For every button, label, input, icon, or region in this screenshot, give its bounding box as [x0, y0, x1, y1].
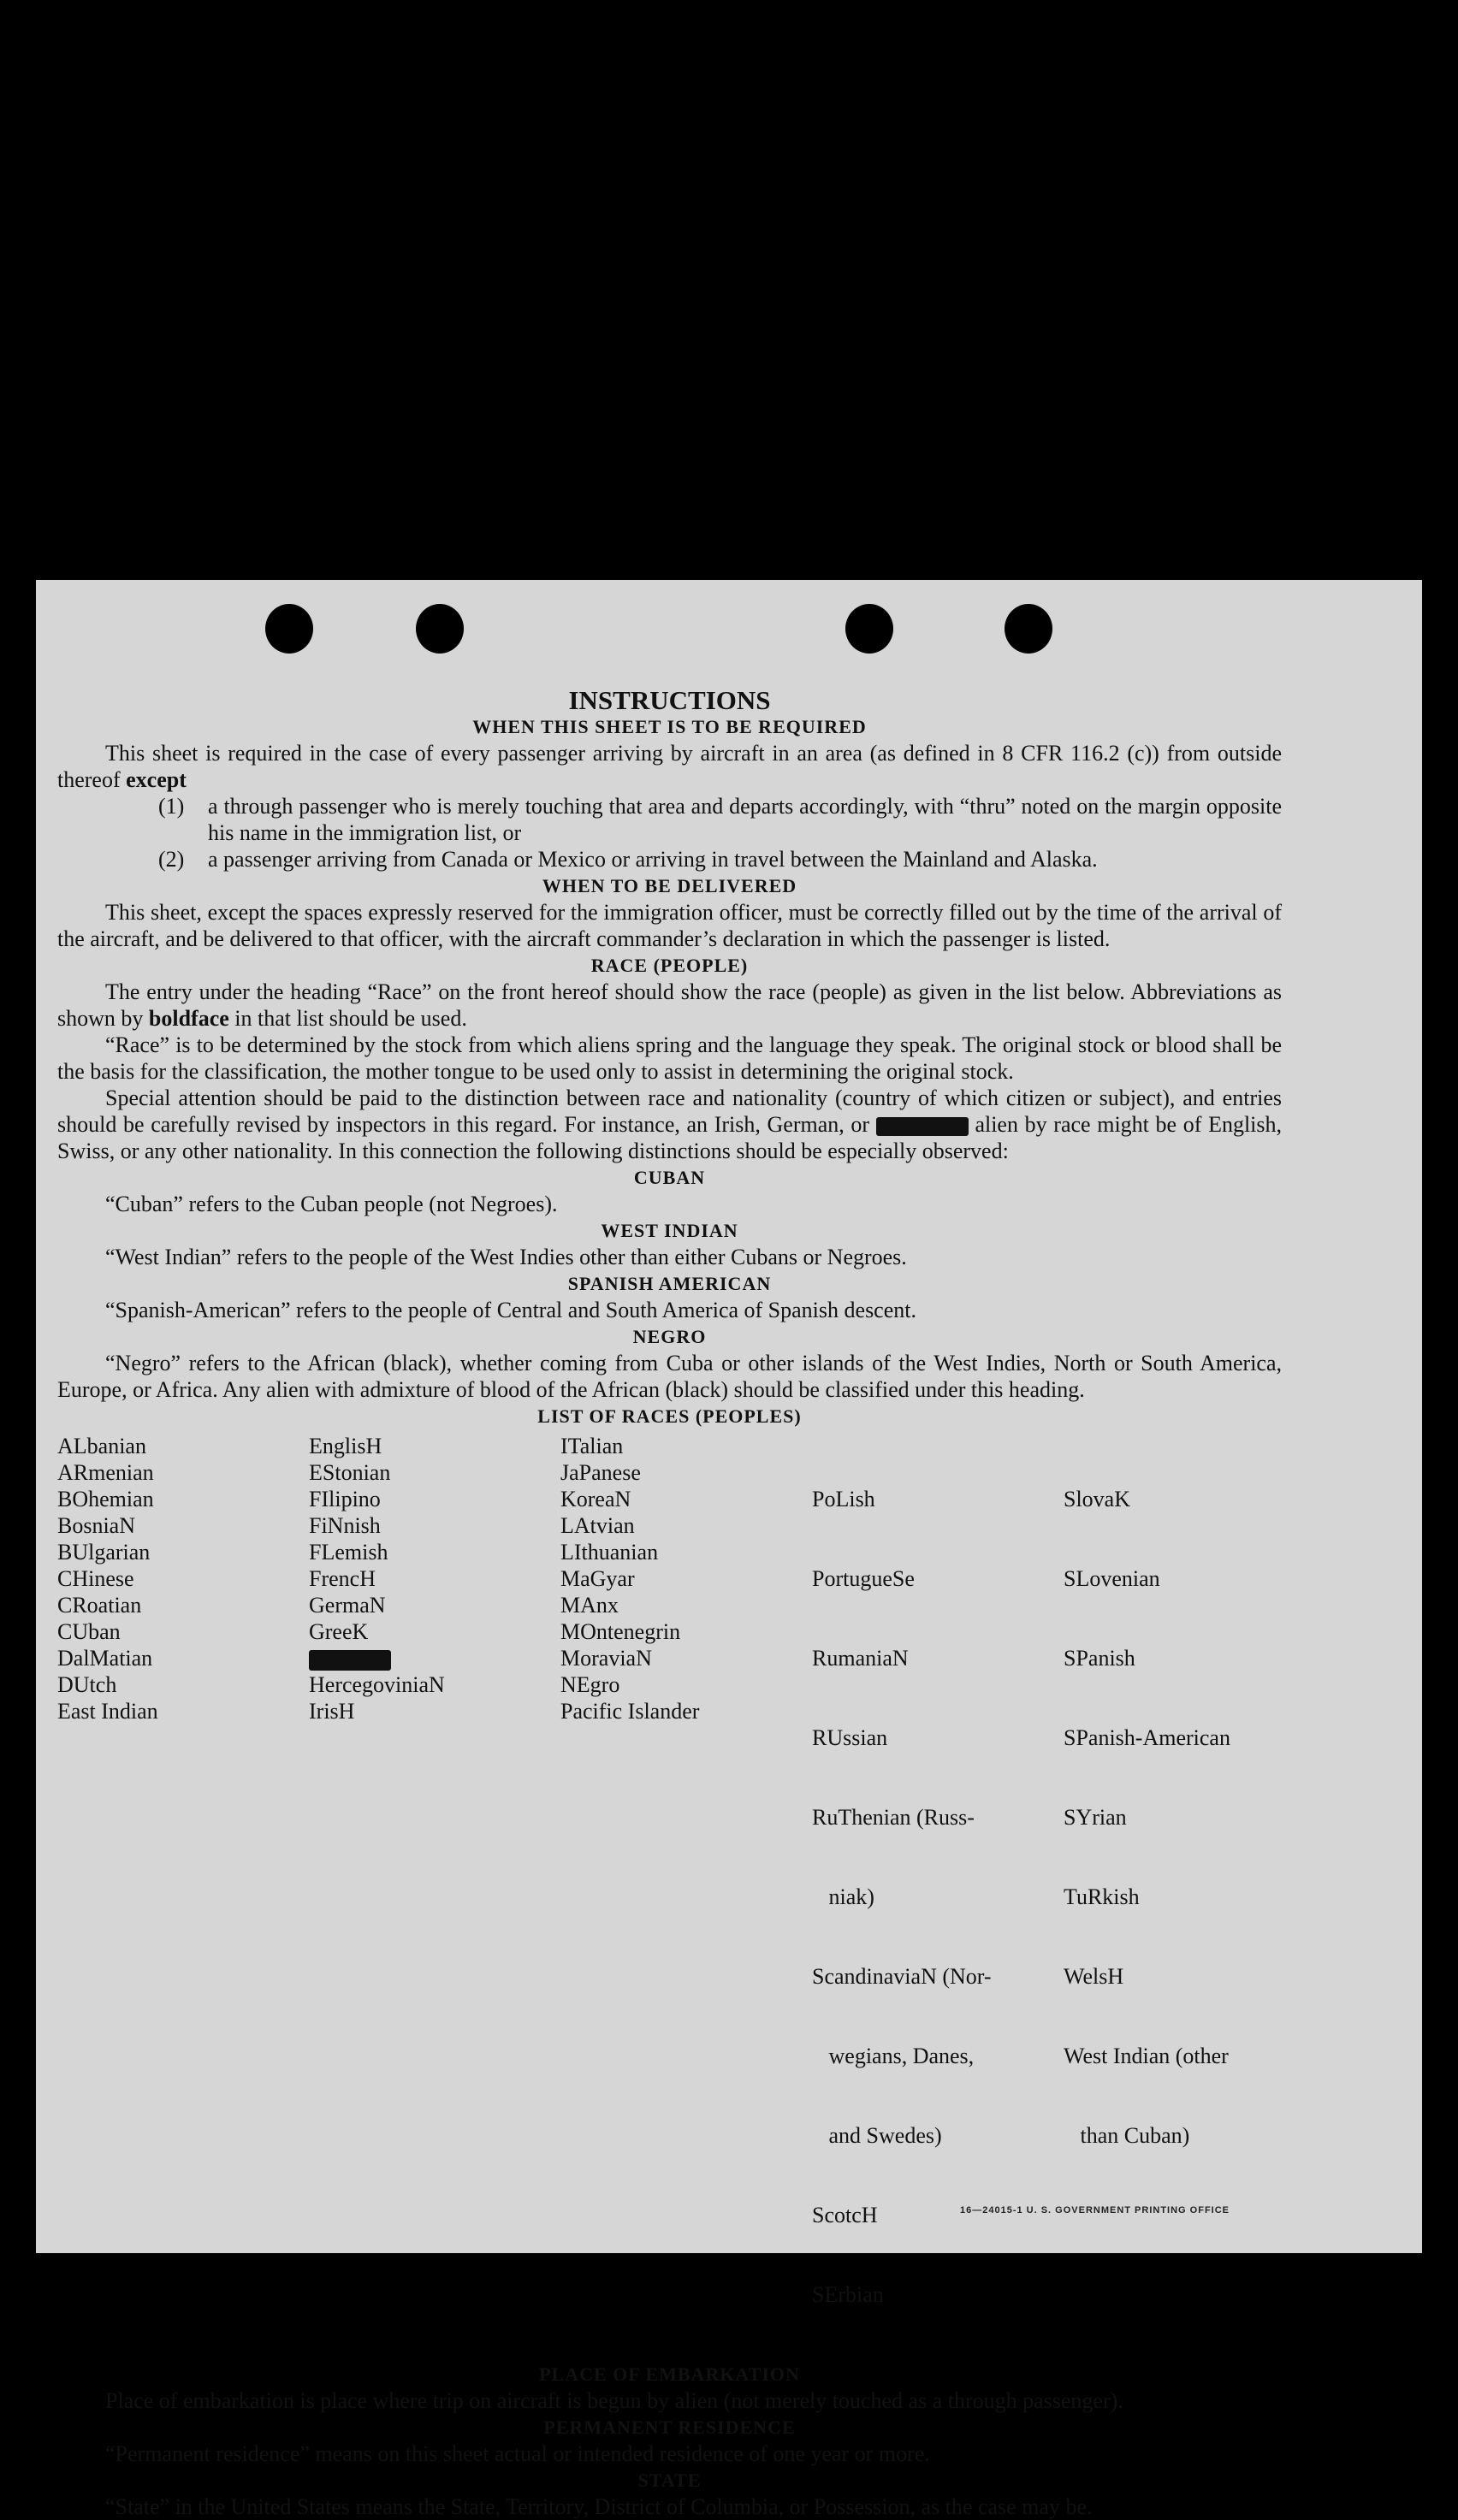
heading-list-of-races: LIST OF RACES (PEOPLES)	[537, 1405, 802, 1427]
race-entry: West Indian (other	[1064, 2044, 1229, 2068]
punch-hole	[416, 604, 464, 654]
heading-negro: NEGRO	[632, 1326, 707, 1347]
race-entry: KoreaN	[560, 1487, 631, 1511]
race-entry: MOntenegrin	[560, 1619, 681, 1644]
paragraph-spanish-american: “Spanish-American” refers to the people of Central and South America of Spanish descent.	[105, 1298, 916, 1322]
race-entry: FrencH	[309, 1566, 376, 1591]
race-entry: RumaniaN	[812, 1646, 909, 1671]
paragraph-embarkation: Place of embarkation is place where trip on aircraft is begun by alien (not merely touched as a through passenger).	[105, 2388, 1123, 2413]
race-column	[812, 1433, 1064, 2361]
race-entry: JaPanese	[560, 1460, 641, 1485]
paragraph-west-indian: “West Indian” refers to the people of the West Indies other than either Cubans or Negroes.	[105, 1245, 907, 1269]
paragraph-race-1: The entry under the heading “Race” on the front hereof should show the race (people) as given in the list below. Abbreviations as shown by boldface in that list should be used.	[57, 979, 1282, 1031]
redaction-mark	[309, 1650, 391, 1671]
heading-embarkation: PLACE OF EMBARKATION	[539, 2363, 800, 2385]
race-entry: LAtvian	[560, 1513, 635, 1538]
race-entry: TuRkish	[1064, 1884, 1140, 1909]
race-entry: Pacific Islander	[560, 1699, 700, 1724]
race-entry: LIthuanian	[560, 1540, 659, 1565]
punch-hole	[265, 604, 313, 654]
race-entry: RuThenian (Russ-	[812, 1805, 975, 1830]
race-entry: and Swedes)	[812, 2123, 942, 2148]
race-column	[1064, 1433, 1282, 2361]
paragraph-when-delivered: This sheet, except the spaces expressly reserved for the immigration officer, must be correctly filled out by the time of the arrival of the aircraft, and be delivered to that officer, with the aircraft commander’s declaration in which the passenger is listed.	[57, 900, 1282, 951]
printer-footer: 16—24015-1 U. S. GOVERNMENT PRINTING OFFICE	[960, 2205, 1230, 2215]
document-body	[57, 687, 1282, 2520]
race-entry: SPanish-American	[1064, 1725, 1230, 1750]
list-item: (1) a through passenger who is merely touching that area and departs accordingly, with “thru” noted on the margin opposite his name in the immigration list, or	[158, 794, 1282, 845]
race-column	[309, 1433, 560, 2361]
race-entry: ScandinaviaN (Nor-	[812, 1964, 992, 1989]
race-entry: ARmenian	[57, 1460, 154, 1485]
race-entry: IrisH	[309, 1699, 355, 1724]
race-entry: ALbanian	[57, 1434, 146, 1458]
race-entry: SLovenian	[1064, 1566, 1160, 1591]
race-entry: EnglisH	[309, 1434, 382, 1458]
race-entry: GreeK	[309, 1619, 369, 1644]
race-entry: ScotcH	[812, 2203, 878, 2227]
race-entry: SYrian	[1064, 1805, 1127, 1830]
race-entry: wegians, Danes,	[812, 2044, 975, 2068]
list-item: (2) a passenger arriving from Canada or Mexico or arriving in travel between the Mainland and Alaska.	[158, 847, 1098, 872]
instruction-sheet	[36, 580, 1422, 2519]
race-entry: NEgro	[560, 1672, 620, 1697]
race-entry-redacted	[309, 1645, 560, 1671]
race-entry: SPanish	[1064, 1646, 1135, 1671]
heading-state: STATE	[637, 2470, 702, 2491]
race-entry: niak)	[812, 1884, 874, 1909]
race-entry: RUssian	[812, 1725, 888, 1750]
race-entry: DalMatian	[57, 1646, 153, 1671]
race-entry: ITalian	[560, 1434, 624, 1458]
punch-hole	[845, 604, 893, 654]
paragraph-when-required: This sheet is required in the case of every passenger arriving by aircraft in an area (as defined in 8 CFR 116.2 (c)) from outside thereof except	[57, 741, 1282, 792]
heading-race: RACE (PEOPLE)	[590, 955, 749, 976]
race-entry: PoLish	[812, 1487, 875, 1511]
paragraph-cuban: “Cuban” refers to the Cuban people (not Negroes).	[105, 1192, 558, 1216]
paragraph-permanent-residence: “Permanent residence” means on this sheet actual or intended residence of one year or more.	[105, 2441, 930, 2466]
race-entry: CRoatian	[57, 1593, 142, 1618]
race-entry: East Indian	[57, 1699, 158, 1724]
paragraph-state: “State” in the United States means the State, Territory, District of Columbia, or Possession, as the case may be.	[105, 2494, 1093, 2519]
race-entry: than Cuban)	[1064, 2123, 1190, 2148]
redaction-mark	[876, 1117, 969, 1136]
paragraph-race-2: “Race” is to be determined by the stock from which aliens spring and the language they speak. The original stock or blood shall be the basis for the classification, the mother tongue to be used only to assist in determining the original stock.	[57, 1032, 1282, 1084]
race-entry: EStonian	[309, 1460, 391, 1485]
race-entry: BUlgarian	[57, 1540, 151, 1565]
paragraph-negro: “Negro” refers to the African (black), whether coming from Cuba or other islands of the West Indies, North or South America, Europe, or Africa. Any alien with admixture of blood of the African (black) should be classified under this heading.	[57, 1351, 1282, 1402]
heading-west-indian: WEST INDIAN	[601, 1220, 738, 1241]
race-entry: WelsH	[1064, 1964, 1124, 1989]
punch-hole	[1005, 604, 1052, 654]
paragraph-race-3: Special attention should be paid to the distinction between race and nationality (country of which citizen or subject), and entries should be carefully revised by inspectors in this regard. For instance, an Irish, German, or alien by race might be of English, Swiss, or any other nationality. In this connection the following distinctions should be especially observed:	[57, 1085, 1283, 1163]
race-entry: SlovaK	[1064, 1487, 1130, 1511]
race-column	[57, 1433, 309, 2361]
heading-permanent-residence: PERMANENT RESIDENCE	[543, 2416, 796, 2438]
heading-when-delivered: WHEN TO BE DELIVERED	[542, 875, 797, 896]
race-entry: MAnx	[560, 1593, 619, 1618]
race-entry: SErbian	[812, 2282, 884, 2307]
race-entry: PortugueSe	[812, 1566, 915, 1591]
heading-cuban: CUBAN	[633, 1167, 706, 1188]
race-entry: DUtch	[57, 1672, 117, 1697]
heading-spanish-american: SPANISH AMERICAN	[567, 1273, 772, 1294]
race-entry: MaGyar	[560, 1566, 635, 1591]
race-entry: FiNnish	[309, 1513, 381, 1538]
race-entry: BosniaN	[57, 1513, 135, 1538]
race-entry: HercegoviniaN	[309, 1672, 445, 1697]
race-entry: FIlipino	[309, 1487, 381, 1511]
race-entry: GermaN	[309, 1593, 386, 1618]
race-entry: FLemish	[309, 1540, 388, 1565]
race-list	[57, 1433, 1282, 2361]
race-entry: BOhemian	[57, 1487, 154, 1511]
document-title: INSTRUCTIONS	[568, 685, 771, 715]
heading-when-required: WHEN THIS SHEET IS TO BE REQUIRED	[472, 716, 867, 737]
race-entry: CHinese	[57, 1566, 134, 1591]
race-entry: CUban	[57, 1619, 121, 1644]
race-entry: MoraviaN	[560, 1646, 652, 1671]
race-column	[560, 1433, 812, 2361]
